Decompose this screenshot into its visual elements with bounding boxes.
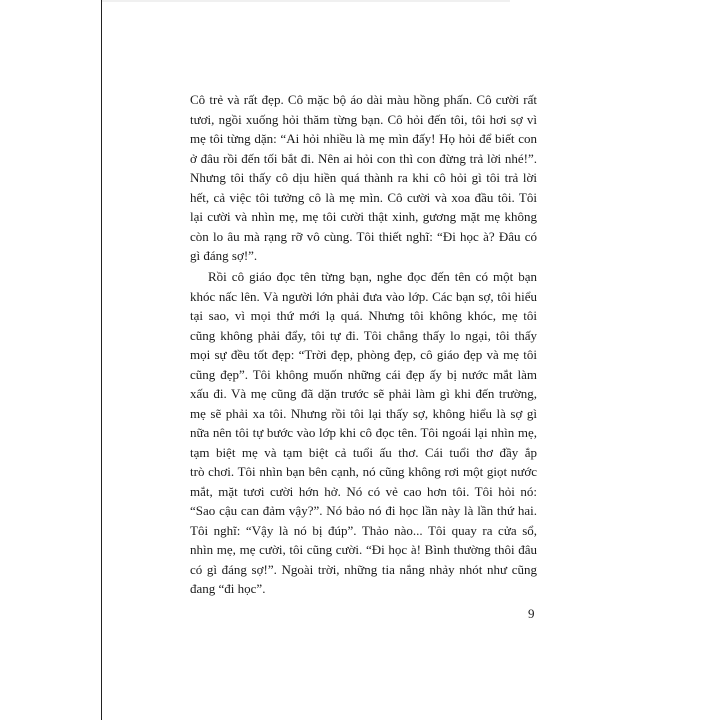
text-line: mẹ tôi từng dặn: “Ai hỏi nhiều là mẹ mìn đấy! Họ hỏi để biết con	[190, 131, 537, 146]
text-line: “Sao cậu can đảm vậy?”. Nó bảo nó đi học lần này là lần thứ hai.	[190, 503, 537, 518]
text-line: có gì đáng sợ!”. Ngoài trời, những tia nắng nhảy nhót như cũng	[190, 561, 537, 577]
text-line: mọi sự đều tốt đẹp: “Trời đẹp, phòng đẹp, cô giáo đẹp và mẹ tôi	[190, 347, 537, 362]
text-line: khóc nấc lên. Và người lớn phải đưa vào lớp. Các bạn sợ, tôi hiểu	[190, 288, 537, 304]
text-line: mẹ sẽ phải xa tôi. Nhưng rồi tôi lại thấy sợ, không hiểu là sợ gì	[190, 405, 537, 421]
text-line: tạm biệt mẹ và tạm biệt cả tuổi ấu thơ. Cái tuổi thơ đầy ắp	[190, 444, 537, 460]
text-line: hết, cả việc tôi tưởng cô là mẹ mìn. Cô cười và xoa đầu tôi. Tôi	[190, 189, 537, 205]
text-line: trò chơi. Tôi nhìn bạn bên cạnh, nó cũng không rơi một giọt nước	[190, 464, 537, 479]
text-line: xấu đi. Và mẹ cũng đã dặn trước sẽ phải làm gì khi đến trường,	[190, 386, 537, 401]
text-line: Tôi nghĩ: “Vậy là nó bị đúp”. Thảo nào... Tôi quay ra cửa sổ,	[190, 522, 537, 538]
text-line: gì đáng sợ!”.	[190, 248, 258, 263]
text-line: lại cười và nhìn mẹ, mẹ tôi cười thật xinh, gương mặt mẹ không	[190, 209, 537, 224]
text-line: cũng không phải đẩy, tôi tự đi. Tôi chẳng thấy lo ngại, tôi thấy	[190, 327, 537, 343]
text-line: nhìn mẹ, mẹ cười, tôi cũng cười. “Đi học à! Bình thường thôi đâu	[190, 542, 537, 557]
page-number: 9	[528, 606, 535, 621]
text-line: tươi, ngồi xuống hỏi thăm từng bạn. Cô hỏi đến tôi, tôi hơi sợ vì	[190, 111, 537, 127]
text-line: đang “đi học”.	[190, 581, 266, 596]
text-line: còn lo âu mà rạng rỡ vô cùng. Tôi thiết nghĩ: “Đi học à? Đâu có	[190, 228, 537, 244]
page-edge	[101, 0, 102, 720]
paragraph-1	[190, 90, 537, 266]
text-line: mắt, mặt tươi cười hớn hở. Nó có vẻ cao hơn tôi. Tôi hỏi nó:	[190, 483, 537, 499]
page-top-edge	[102, 0, 510, 2]
text-line: cũng đẹp”. Tôi không muốn những cái đẹp ấy bị nước mắt làm	[190, 366, 537, 382]
text-line: nữa nên tôi tự bước vào lớp khi cô đọc tên. Tôi ngoái lại nhìn mẹ,	[190, 425, 537, 440]
paragraph-2	[190, 267, 537, 599]
text-line: Rồi cô giáo đọc tên từng bạn, nghe đọc đến tên có một bạn	[208, 269, 537, 284]
text-line: tại sao, vì mọi thứ mới lạ quá. Nhưng tôi không khóc, mẹ tôi	[190, 308, 537, 323]
text-line: ở đâu rồi đến tối bắt đi. Nên ai hỏi con thì con đừng trả lời nhé!”.	[190, 150, 537, 166]
text-line: Nhưng tôi thấy cô dịu hiền quá thành ra khi cô hỏi gì tôi trả lời	[190, 170, 537, 185]
text-line: Cô trẻ và rất đẹp. Cô mặc bộ áo dài màu hồng phấn. Cô cười rất	[190, 92, 537, 107]
